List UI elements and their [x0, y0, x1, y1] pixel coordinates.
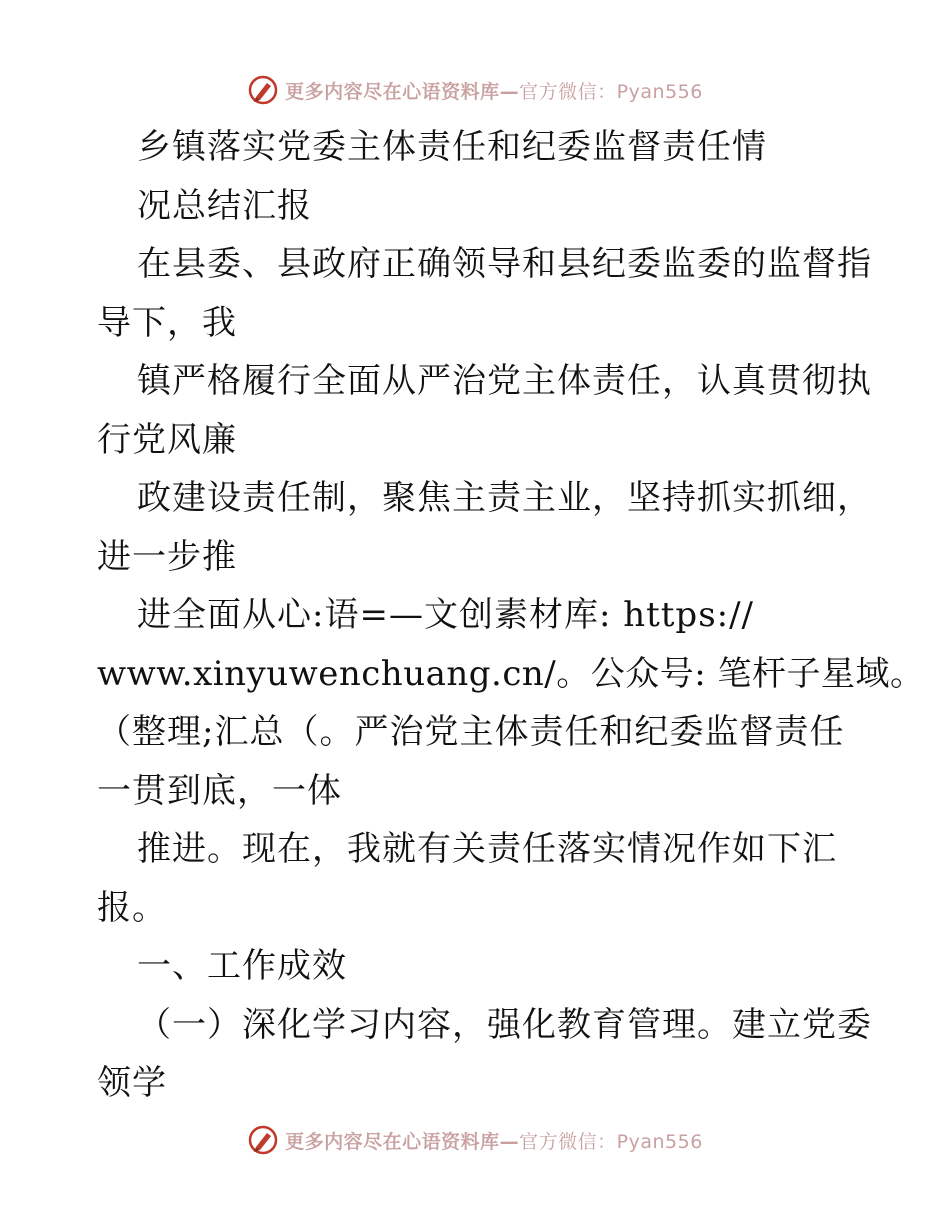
paragraph-line: 报。 [97, 887, 167, 928]
paragraph-line: 导下，我 [97, 302, 237, 343]
paragraph-line: 行党风廉 [97, 419, 237, 460]
title-line-1: 乡镇落实党委主体责任和纪委监督责任情 [137, 127, 767, 167]
pen-logo-icon [247, 1124, 279, 1156]
title-line-2: 况总结汇报 [137, 185, 312, 226]
paragraph-line: 政建设责任制，聚焦主责主业，坚持抓实抓细， [137, 478, 872, 518]
paragraph-line: www.xinyuwenchuang.cn/。公众号: 笔杆子星域。 [97, 653, 925, 694]
paragraph-line: 进全面从心:语=—文创素材库: https:// [137, 595, 755, 635]
document-body [97, 118, 925, 1113]
footer-banner-text: 更多内容尽在心语资料库—官方微信：Pyan556 [285, 1130, 703, 1153]
footer-banner [0, 1120, 950, 1160]
paragraph-line: 进一步推 [97, 536, 237, 577]
header-banner-text: 更多内容尽在心语资料库—官方微信：Pyan556 [285, 80, 703, 103]
section-heading: 一、工作成效 [137, 946, 347, 986]
paragraph-line: 推进。现在，我就有关责任落实情况作如下汇 [137, 829, 837, 869]
paragraph-line: 一贯到底，一体 [97, 770, 342, 811]
header-banner [0, 70, 950, 110]
paragraph-line: 在县委、县政府正确领导和县纪委监委的监督指 [137, 244, 872, 284]
pen-logo-icon [247, 74, 279, 106]
paragraph-line: （整理;汇总（。严治党主体责任和纪委监督责任 [97, 712, 845, 752]
paragraph-line: 领学 [97, 1063, 167, 1103]
subsection-heading: （一）深化学习内容，强化教育管理。建立党委 [137, 1004, 872, 1045]
paragraph-line: 镇严格履行全面从严治党主体责任，认真贯彻执 [137, 361, 872, 401]
